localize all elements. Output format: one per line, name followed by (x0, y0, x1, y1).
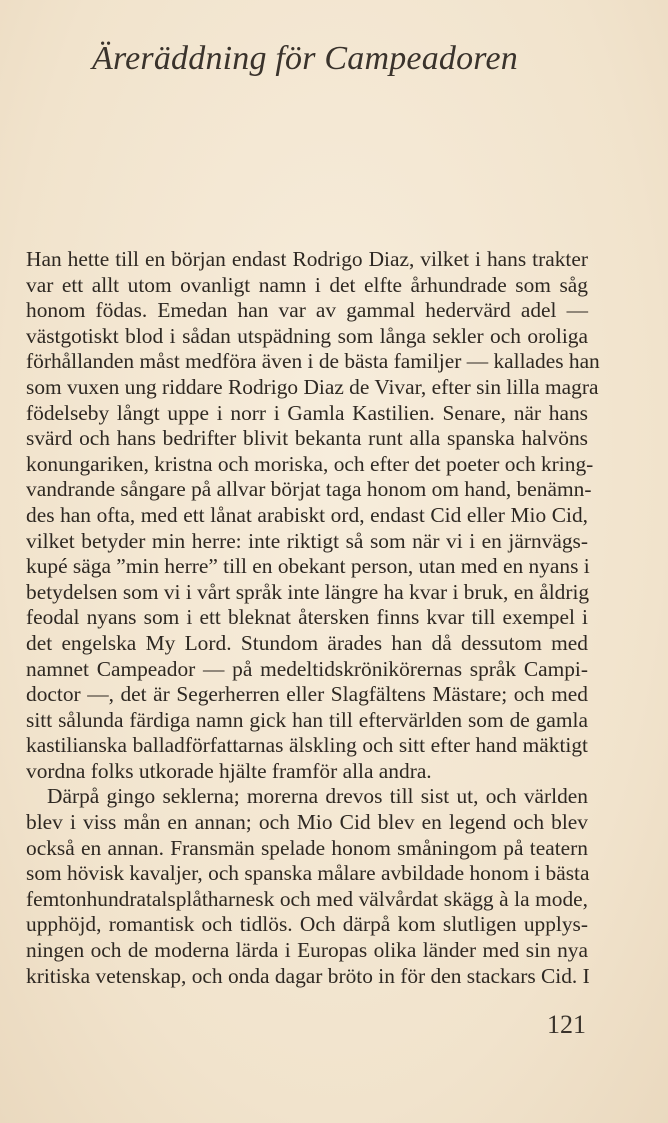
text-line: Därpå gingo seklerna; morerna drevos till sist ut, och världen (47, 784, 588, 809)
text-line: feodal nyans som i ett bleknat återsken finns kvar till exempel i (26, 605, 588, 630)
text-line: Han hette till en början endast Rodrigo Diaz, vilket i hans trakter (26, 247, 588, 271)
text-line: upphöjd, romantisk och tidlös. Och därpå kom slutligen upplys- (26, 912, 588, 937)
text-line: födelseby långt uppe i norr i Gamla Kastilien. Senare, när hans (26, 400, 588, 425)
text-line: förhållanden måst medföra även i de bästa familjer — kallades han (26, 349, 600, 374)
text-line: femtonhundratalsplåtharnesk och med välvårdat skägg à la mode, (26, 886, 588, 911)
text-line: det engelska My Lord. Stundom ärades han då dessutom med (26, 630, 588, 655)
text-line: vandrande sångare på allvar börjat taga honom om hand, benämn- (26, 477, 592, 502)
text-line: var ett allt utom ovanligt namn i det elfte århundrade som såg (26, 272, 588, 297)
text-line: doctor —, det är Segerherren eller Slagfältens Mästare; och med (26, 682, 588, 707)
text-line: som vuxen ung riddare Rodrigo Diaz de Vivar, efter sin lilla magra (26, 374, 599, 399)
text-line: des han ofta, med ett lånat arabiskt ord, endast Cid eller Mio Cid, (26, 502, 588, 527)
text-line: kastilianska balladförfattarnas älskling och sitt efter hand mäktigt (26, 733, 588, 758)
text-line: vordna folks utkorade hjälte framför alla andra. (26, 758, 432, 783)
text-line: vilket betyder min herre: inte riktigt så som när vi i en järnvägs- (26, 528, 588, 553)
text-line: namnet Campeador — på medeltidskrönikörernas språk Campi- (26, 656, 588, 681)
text-line: kritiska vetenskap, och onda dagar bröto in för den stackars Cid. I (26, 963, 590, 988)
paragraph (26, 784, 588, 989)
text-line: som hövisk kavaljer, och spanska målare avbildade honom i bästa (26, 861, 590, 886)
paragraph (26, 247, 600, 784)
text-line: blev i viss mån en annan; och Mio Cid blev en legend och blev (26, 810, 588, 835)
page-title: Äreräddning för Campeadoren (92, 40, 518, 77)
body-text (26, 247, 600, 989)
page-number: 121 (547, 1010, 586, 1039)
text-line: konungariken, kristna och moriska, och efter det poeter och kring- (26, 451, 594, 476)
text-line: betydelsen som vi i vårt språk inte längre ha kvar i bruk, en åldrig (26, 579, 590, 604)
text-line: svärd och hans bedrifter blivit bekanta runt alla spanska halvöns (26, 426, 588, 451)
text-line: honom födas. Emedan han var av gammal hedervärd adel — (26, 298, 588, 323)
text-line: sitt sålunda färdiga namn gick han till eftervärlden som de gamla (26, 707, 588, 732)
text-line: också en annan. Fransmän spelade honom småningom på teatern (26, 835, 588, 860)
text-line: västgotiskt blod i sådan utspädning som långa sekler och oroliga (26, 323, 588, 348)
text-line: ningen och de moderna lärda i Europas olika länder med sin nya (26, 938, 588, 963)
text-line: kupé säga ”min herre” till en obekant person, utan med en nyans i (26, 554, 590, 579)
